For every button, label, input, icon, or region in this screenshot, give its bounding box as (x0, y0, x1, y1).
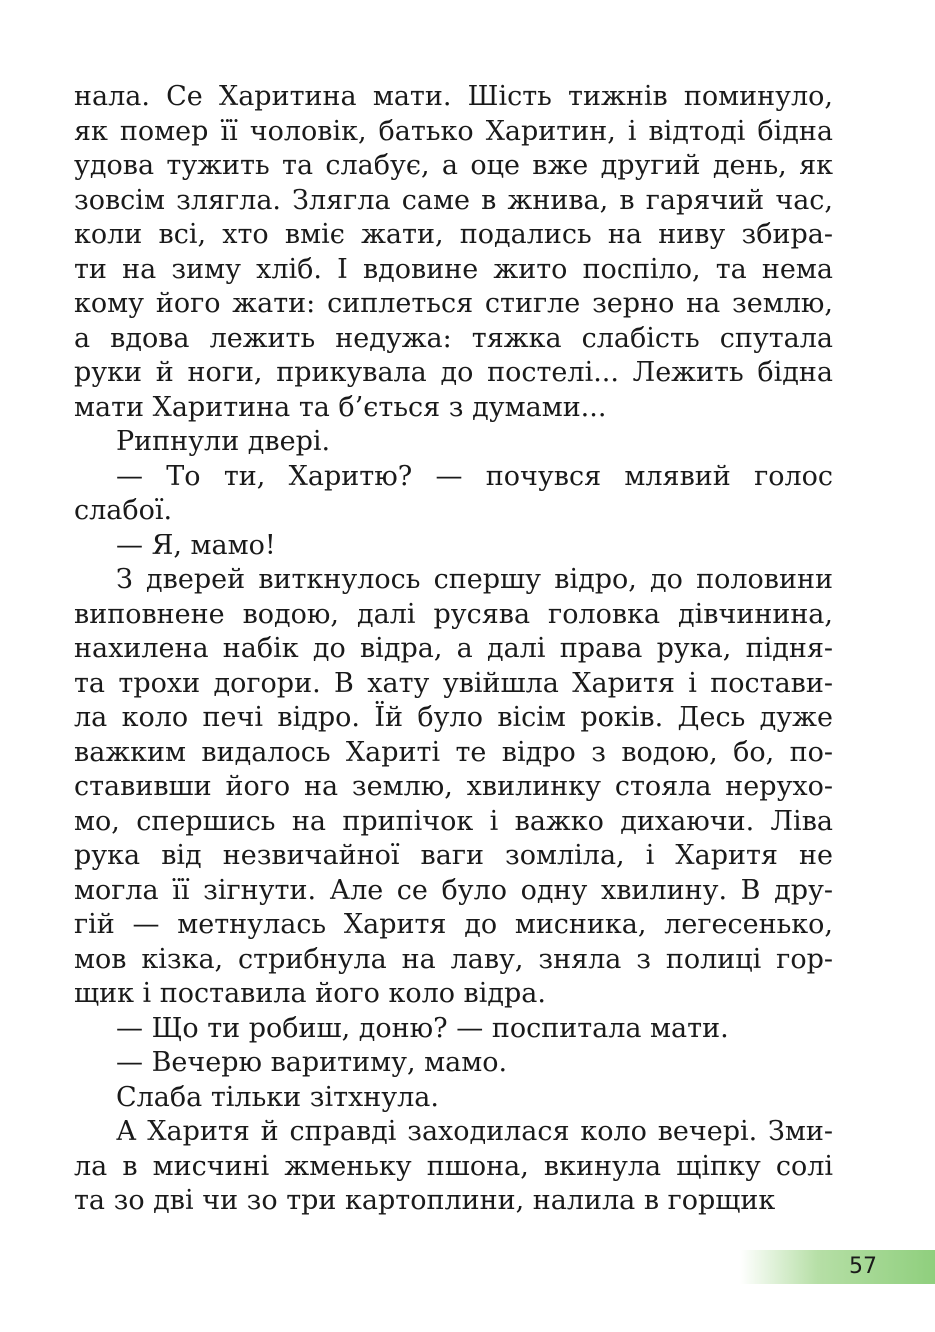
text-line: ла в мисчині жменьку пшона, вкинула щіпку солі (74, 1150, 833, 1182)
page-number: 57 (849, 1254, 877, 1279)
paragraph (74, 1115, 833, 1219)
text-line: зовсім злягла. Злягла саме в жнива, в гарячий час, (74, 184, 833, 216)
text-line: як помер її чоловік, батько Харитин, і відтоді бідна (74, 115, 833, 147)
text-line: та зо дві чи зо три картоплини, налила в горщик (74, 1185, 776, 1216)
text-line: гій — метнулась Харитя до мисника, легесенько, (74, 909, 833, 940)
text-line: мов кізка, стрибнула на лаву, зняла з полиці гор- (74, 943, 833, 975)
text-line: Рипнули двері. (116, 426, 331, 457)
text-line: — Що ти робиш, доню? — поспитала мати. (116, 1012, 729, 1044)
paragraph (74, 80, 833, 425)
page-number-tab (740, 1250, 935, 1284)
text-line: З дверей виткнулось спершу відро, до половини (116, 564, 833, 595)
text-line: мо, спершись на припічок і важко дихаючи. Ліва (74, 805, 833, 837)
text-line: ставивши його на землю, хвилинку стояла нерухо- (74, 771, 833, 802)
text-line: ти на зиму хліб. І вдовине жито поспіло, та нема (74, 253, 833, 285)
text-line: щик і поставила його коло відра. (74, 978, 546, 1009)
text-line: Слаба тільки зітхнула. (116, 1081, 439, 1113)
text-body (74, 80, 833, 1219)
paragraph (74, 460, 833, 529)
paragraph (74, 563, 833, 1012)
text-line: удова тужить та слабує, а оце вже другий день, як (74, 150, 833, 181)
text-line: А Харитя й справді заходилася коло вечері. Зми- (116, 1116, 833, 1147)
text-line: мати Харитина та б’ється з думами... (74, 391, 607, 423)
paragraph (74, 1046, 833, 1081)
text-line: важким видалось Хариті те відро з водою, бо, по- (74, 736, 833, 768)
text-line: а вдова лежить недужа: тяжка слабість спутала (74, 322, 833, 354)
text-line: — Вечерю варитиму, мамо. (116, 1047, 508, 1078)
text-line: виповнене водою, далі русява головка дівчинина, (74, 598, 833, 630)
paragraph (74, 1012, 833, 1047)
text-line: коли всі, хто вміє жати, подались на ниву збира- (74, 219, 833, 250)
paragraph (74, 529, 833, 564)
text-line: — Я, мамо! (116, 529, 276, 561)
text-line: руки й ноги, прикувала до постелі... Лежить бідна (74, 357, 833, 388)
text-line: ла коло печі відро. Їй було вісім років. Десь дуже (74, 702, 833, 733)
text-line: нала. Се Харитина мати. Шість тижнів поминуло, (74, 81, 833, 112)
text-line: нахилена набік до відра, а далі права рука, підня- (74, 633, 833, 664)
paragraph (74, 1081, 833, 1116)
text-line: слабої. (74, 495, 173, 526)
text-line: — То ти, Харитю? — почувся млявий голос (116, 460, 833, 492)
text-line: могла її зігнути. Але се було одну хвилину. В дру- (74, 874, 833, 906)
text-line: кому його жати: сиплеться стигле зерно на землю, (74, 288, 833, 319)
paragraph (74, 425, 833, 460)
text-line: та трохи догори. В хату увійшла Харитя і постави- (74, 667, 833, 699)
text-line: рука від незвичайної ваги зомліла, і Харитя не (74, 840, 833, 871)
